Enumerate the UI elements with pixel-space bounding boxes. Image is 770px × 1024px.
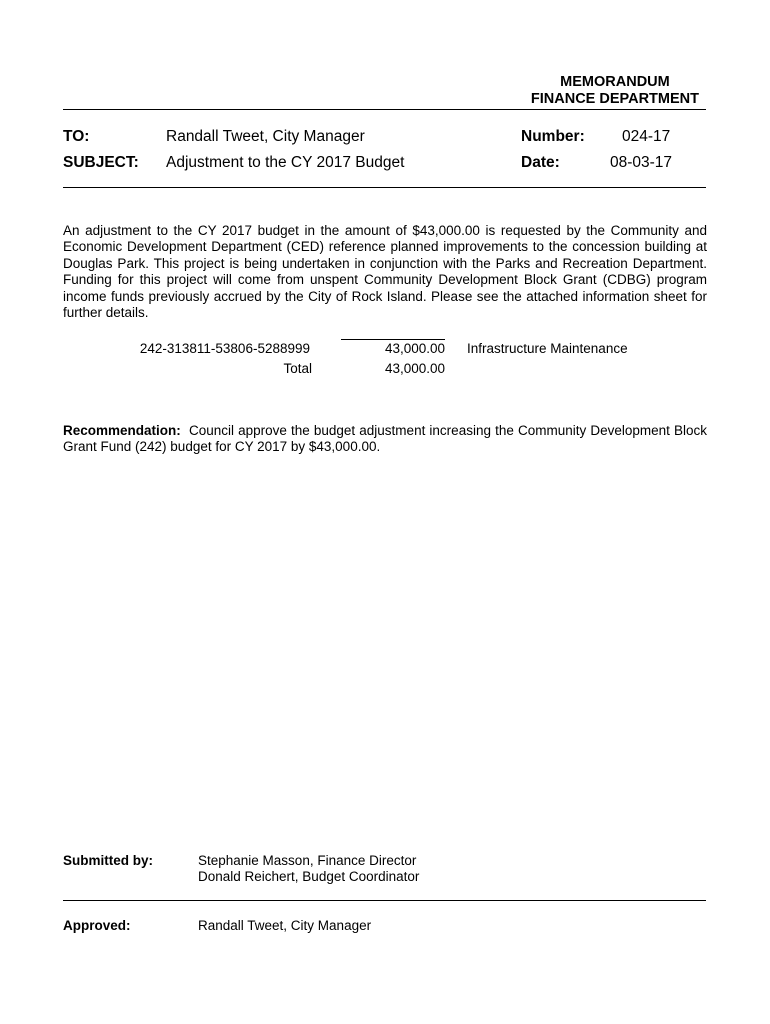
signature-rule: [63, 900, 706, 901]
submitted-by-label: Submitted by:: [63, 853, 153, 868]
total-label: Total: [283, 361, 312, 376]
recommendation-label: Recommendation:: [63, 423, 181, 438]
recommendation: [63, 423, 707, 456]
line-amount: 43,000.00: [341, 339, 445, 357]
submitted-by-line2: Donald Reichert, Budget Coordinator: [198, 869, 420, 884]
date-value: 08-03-17: [610, 154, 673, 171]
account-number: 242-313811-53806-5288999: [139, 341, 310, 356]
total-amount: 43,000.00: [384, 361, 445, 376]
memo-title-line2: FINANCE DEPARTMENT: [530, 91, 699, 107]
line-description: Infrastructure Maintenance: [467, 341, 628, 356]
subject-label: SUBJECT:: [63, 154, 139, 171]
to-value: Randall Tweet, City Manager: [166, 128, 365, 145]
approved-value: Randall Tweet, City Manager: [198, 918, 372, 933]
submitted-by-line1: Stephanie Masson, Finance Director: [198, 853, 417, 868]
date-label: Date:: [521, 154, 560, 171]
memo-title-line1: MEMORANDUM: [560, 74, 670, 90]
memo-title: [531, 74, 699, 108]
number-label: Number:: [521, 128, 585, 145]
header-bottom-rule: [63, 187, 706, 188]
subject-value: Adjustment to the CY 2017 Budget: [166, 154, 405, 171]
recommendation-text: Council approve the budget adjustment increasing the Community Development Block Grant Fund (242) budget for CY 2017 by $43,000.00.: [63, 423, 707, 455]
number-value: 024-17: [622, 128, 671, 145]
approved-label: Approved:: [63, 918, 131, 933]
header-top-rule: [63, 109, 706, 110]
to-label: TO:: [63, 128, 90, 145]
body-paragraph: An adjustment to the CY 2017 budget in the amount of $43,000.00 is requested by the Community and Economic Development Department (CED) reference planned improvements to the concession building at Douglas Park. This project is being undertaken in conjunction with the Parks and Recreation Department. Funding for this project will come from unspent Community Development Block Grant (CDBG) program income funds previously accrued by the City of Rock Island. Please see the attached information sheet for further details.: [63, 223, 707, 321]
